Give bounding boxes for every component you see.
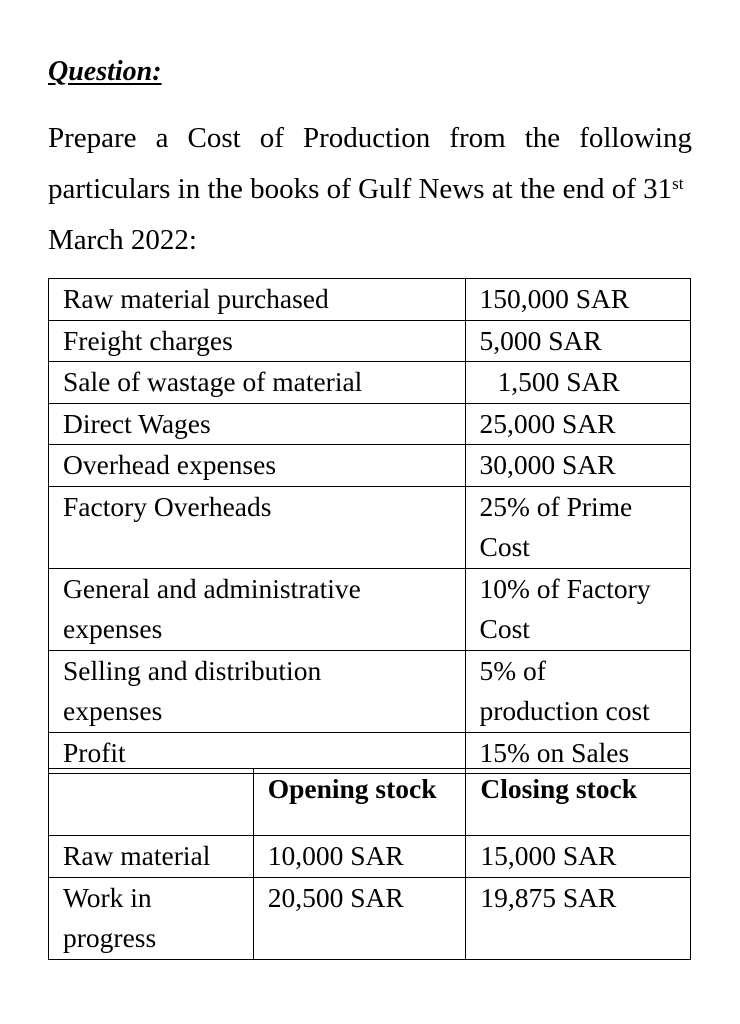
particular-label: Factory Overheads [49,486,466,568]
particular-value-line: 25% of Prime [479,490,633,522]
particular-value-line: Cost [479,531,530,562]
word: of [259,122,284,154]
word: following [579,122,692,154]
particular-label: Freight charges [49,320,466,362]
table-row [49,650,691,732]
table-row [49,362,691,404]
stock-header-empty [49,769,254,836]
table-row [49,403,691,445]
particular-label-line: General and administrative [63,572,361,604]
particular-value: 30,000 SAR [465,445,691,487]
question-heading: Question: [48,56,162,87]
closing-stock-value: 15,000 SAR [466,836,691,878]
particular-label-line: expenses [63,613,163,644]
particular-value-line: 10% of Factory [479,572,651,604]
question-paragraph [48,113,692,266]
particular-label: Overhead expenses [49,445,466,487]
particulars-table [48,278,691,774]
closing-stock-value: 19,875 SAR [466,877,691,959]
particular-value-line: 5% of [479,654,546,686]
opening-stock-value: 20,500 SAR [253,877,466,959]
particular-value [465,568,691,650]
stock-item-line: Work in [63,881,152,913]
paragraph-line-2 [48,164,692,215]
opening-stock-value: 10,000 SAR [253,836,466,878]
word: the [524,122,561,154]
particular-value [465,650,691,732]
table-row [49,279,691,321]
particular-value [465,486,691,568]
particular-value: 5,000 SAR [465,320,691,362]
particular-value: 15% on Sales [465,732,691,774]
particular-value: 25,000 SAR [465,403,691,445]
paragraph-line-1 [48,113,692,164]
word: a [155,122,169,154]
closing-stock-header: Closing stock [466,769,691,836]
table-row [49,445,691,487]
particular-label: Direct Wages [49,403,466,445]
paragraph-line-3: March 2022: [48,224,197,256]
table-row [49,836,691,878]
stock-item: Raw material [49,836,254,878]
word: from [449,122,506,154]
ordinal-suffix: st [672,174,684,193]
table-row [49,568,691,650]
particular-value [465,362,691,404]
word: Production [302,122,431,154]
particular-value-line: Cost [479,613,530,644]
stock-item-line: progress [63,922,157,953]
word: Cost [187,122,241,154]
particular-value: 150,000 SAR [465,279,691,321]
particular-value-text: 1,500 SAR [497,366,620,397]
stock-item [49,877,254,959]
particular-label-line: expenses [63,695,163,726]
stock-header-row [49,769,691,836]
particular-label [49,650,466,732]
particular-value-line: production cost [479,695,650,726]
particular-label-line: Selling and distribution [63,654,322,686]
particular-label [49,568,466,650]
particular-label: Profit [49,732,466,774]
paragraph-line-2-text: particulars in the books of Gulf News at the end of 31 [48,173,673,205]
stock-table [48,768,691,960]
particular-label: Raw material purchased [49,279,466,321]
word: Prepare [48,122,137,154]
opening-stock-header: Opening stock [253,769,466,836]
table-row [49,486,691,568]
particular-label: Sale of wastage of material [49,362,466,404]
table-row [49,320,691,362]
table-row [49,877,691,959]
